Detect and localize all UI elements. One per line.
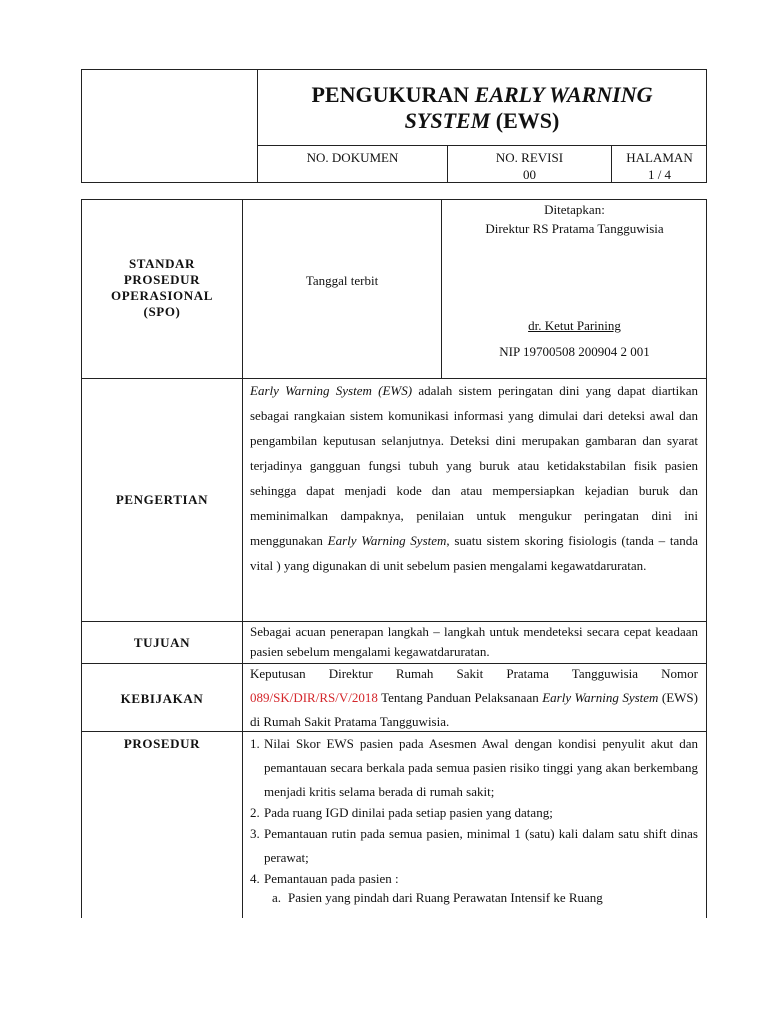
- step-text: Pemantauan pada pasien :: [264, 871, 399, 886]
- list-item: [244, 732, 698, 804]
- spo-label: [82, 256, 242, 320]
- table-left-col-divider: [242, 199, 243, 918]
- list-item: [244, 804, 698, 822]
- substep-text: Pasien yang pindah dari Ruang Perawatan Intensif ke Ruang: [288, 890, 603, 905]
- list-item: [244, 888, 698, 908]
- pengertian-text: Early Warning System (EWS) adalah sistem peringatan dini yang dapat diartikan sebagai rangkaian sistem komunikasi informasi yang dimulai dari deteksi awal dan pengambilan keputusan selanjutnya. Deteksi dini merupakan gambaran dan syarat terjadinya gangguan fungsi tubuh yang buruk atau ketidakstabilan fisik pasien sehingga dapat menjadi kode dan atau mempersiapkan kejadian buruk dan meminimalkan dampaknya, penilaian untuk mengukur peringatan dini ini menggunakan Early Warning System, suatu sistem skoring fisiologis (tanda – tanda vital ) yang digunakan di unit sebelum pasien mengalami kegawatdaruratan.: [250, 383, 698, 573]
- tujuan-text: Sebagai acuan penerapan langkah – langkah untuk mendeteksi secara cepat keadaan pasien sebelum mengalami kegawatdaruratan.: [250, 624, 698, 659]
- kebijakan-label: KEBIJAKAN: [120, 691, 204, 706]
- pengertian-label: PENGERTIAN: [115, 492, 209, 507]
- no-dokumen-label: NO. DOKUMEN: [306, 150, 399, 165]
- halaman-cell: [612, 149, 707, 183]
- kebijakan-reference: 089/SK/DIR/RS/V/2018: [250, 690, 378, 705]
- direktur: Direktur RS Pratama Tangguwisia: [485, 221, 664, 236]
- spo-label-line-4: (SPO): [143, 304, 181, 319]
- prosedur-label: PROSEDUR: [123, 736, 201, 751]
- step-number: 3.: [250, 826, 260, 841]
- no-revisi-label: NO. REVISI: [495, 150, 564, 165]
- step-number: 4.: [250, 871, 260, 886]
- halaman-value: 1 / 4: [647, 167, 672, 182]
- step-number: 2.: [250, 805, 260, 820]
- spo-label-line-1: STANDAR: [128, 256, 196, 271]
- spo-label-line-3: OPERASIONAL: [111, 288, 213, 303]
- signer-name: dr. Ketut Parining: [528, 318, 621, 333]
- list-item: [244, 870, 698, 888]
- step-number: 1.: [250, 736, 260, 751]
- tujuan-label: TUJUAN: [133, 635, 191, 650]
- prosedur-list: [244, 732, 698, 908]
- kebijakan-text: Keputusan Direktur Rumah Sakit Pratama Tangguwisia Nomor 089/SK/DIR/RS/V/2018 Tentang Panduan Pelaksanaan Early Warning System (EWS) di Rumah Sakit Pratama Tangguwisia.: [250, 666, 698, 729]
- step-text: Nilai Skor EWS pasien pada Asesmen Awal dengan kondisi penyulit akut dan pemantauan secara berkala pada semua pasien risiko tinggi yang akan berkembang menjadi kritis selama berada di rumah sakit;: [264, 736, 698, 799]
- no-revisi-value: 00: [523, 167, 536, 182]
- step-text: Pada ruang IGD dinilai pada setiap pasien yang datang;: [264, 805, 553, 820]
- list-item: [244, 822, 698, 870]
- signer-nip: NIP 19700508 200904 2 001: [499, 344, 650, 359]
- spo-label-line-2: PROSEDUR: [123, 272, 201, 287]
- step-text: Pemantauan rutin pada semua pasien, minimal 1 (satu) kali dalam satu shift dinas perawat;: [264, 826, 698, 865]
- ditetapkan: Ditetapkan:: [544, 202, 605, 217]
- halaman-label: HALAMAN: [626, 150, 693, 165]
- substep-letter: a.: [272, 890, 282, 905]
- no-revisi-cell: [448, 149, 611, 183]
- document-title: PENGUKURAN EARLY WARNING SYSTEM (EWS): [311, 82, 653, 133]
- tanggal-terbit: Tanggal terbit: [305, 273, 379, 288]
- header-row-divider: [257, 145, 707, 146]
